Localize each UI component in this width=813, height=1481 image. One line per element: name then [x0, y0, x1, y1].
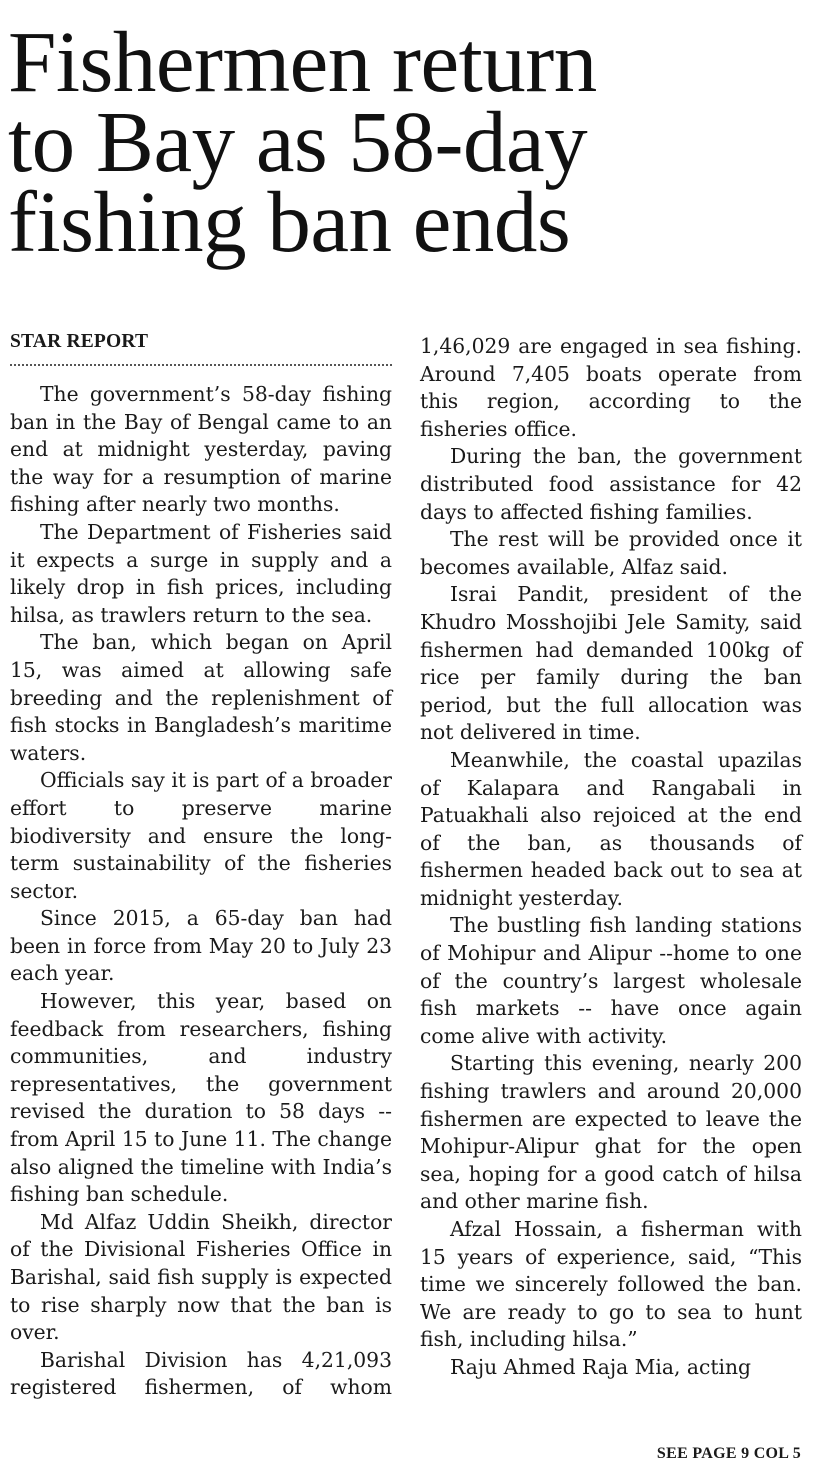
paragraph: The Department of Fisheries said it expects a surge in supply and a likely drop in fish prices, including hilsa, as trawlers return to the sea. — [10, 519, 392, 627]
paragraph: The ban, which began on April 15, was aimed at allowing safe breeding and the replenishment of fish stocks in Bangladesh’s maritime waters. — [10, 630, 392, 765]
article-column-left — [10, 381, 392, 1402]
headline-line-2: to Bay as 58-day — [8, 93, 588, 190]
paragraph: Since 2015, a 65-day ban had been in force from May 20 to July 23 each year. — [10, 906, 392, 986]
paragraph: The rest will be provided once it becomes available, Alfaz said. — [420, 527, 802, 579]
paragraph: During the ban, the government distributed food assistance for 42 days to affected fishing families. — [420, 444, 802, 524]
byline: STAR REPORT — [10, 330, 392, 366]
article-column-right — [420, 333, 802, 1382]
headline-line-3: fishing ban ends — [8, 173, 571, 270]
paragraph: Officials say it is part of a broader effort to preserve marine biodiversity and ensure the long-term sustainability of the fisheries sector. — [10, 768, 392, 903]
paragraph-continuation: 1,46,029 are engaged in sea fishing. Around 7,405 boats operate from this region, according to the fisheries office. — [420, 334, 802, 441]
paragraph: Meanwhile, the coastal upazilas of Kalapara and Rangabali in Patuakhali also rejoiced at the end of the ban, as thousands of fishermen headed back out to sea at midnight yesterday. — [420, 747, 802, 910]
headline-line-1: Fishermen return — [8, 13, 597, 110]
paragraph: Afzal Hossain, a fisherman with 15 years of experience, said, “This time we sincerely followed the ban. We are ready to go to sea to hunt fish, including hilsa.” — [420, 1217, 802, 1352]
paragraph: However, this year, based on feedback from researchers, fishing communities, and industry representatives, the government revised the duration to 58 days -- from April 15 to June 11. The change also aligned the timeline with India’s fishing ban schedule. — [10, 989, 392, 1207]
headline — [8, 13, 808, 270]
paragraph: Barishal Division has 4,21,093 registered fishermen, of whom — [10, 1347, 392, 1400]
paragraph: The bustling fish landing stations of Mohipur and Alipur --home to one of the country’s largest wholesale fish markets -- have once again come alive with activity. — [420, 913, 802, 1048]
paragraph: Starting this evening, nearly 200 fishing trawlers and around 20,000 fishermen are expected to leave the Mohipur-Alipur ghat for the open sea, hoping for a good catch of hilsa and other marine fish. — [420, 1051, 802, 1214]
jump-line: SEE PAGE 9 COL 5 — [656, 1445, 801, 1462]
paragraph: The government’s 58-day fishing ban in the Bay of Bengal came to an end at midnight yesterday, paving the way for a resumption of marine fishing after nearly two months. — [10, 382, 392, 517]
paragraph: Raju Ahmed Raja Mia, acting — [450, 1354, 752, 1379]
paragraph: Md Alfaz Uddin Sheikh, director of the Divisional Fisheries Office in Barishal, said fish supply is expected to rise sharply now that the ban is over. — [10, 1209, 392, 1345]
paragraph: Israi Pandit, president of the Khudro Mosshojibi Jele Samity, said fishermen had demanded 100kg of rice per family during the ban period, but the full allocation was not delivered in time. — [420, 582, 802, 745]
